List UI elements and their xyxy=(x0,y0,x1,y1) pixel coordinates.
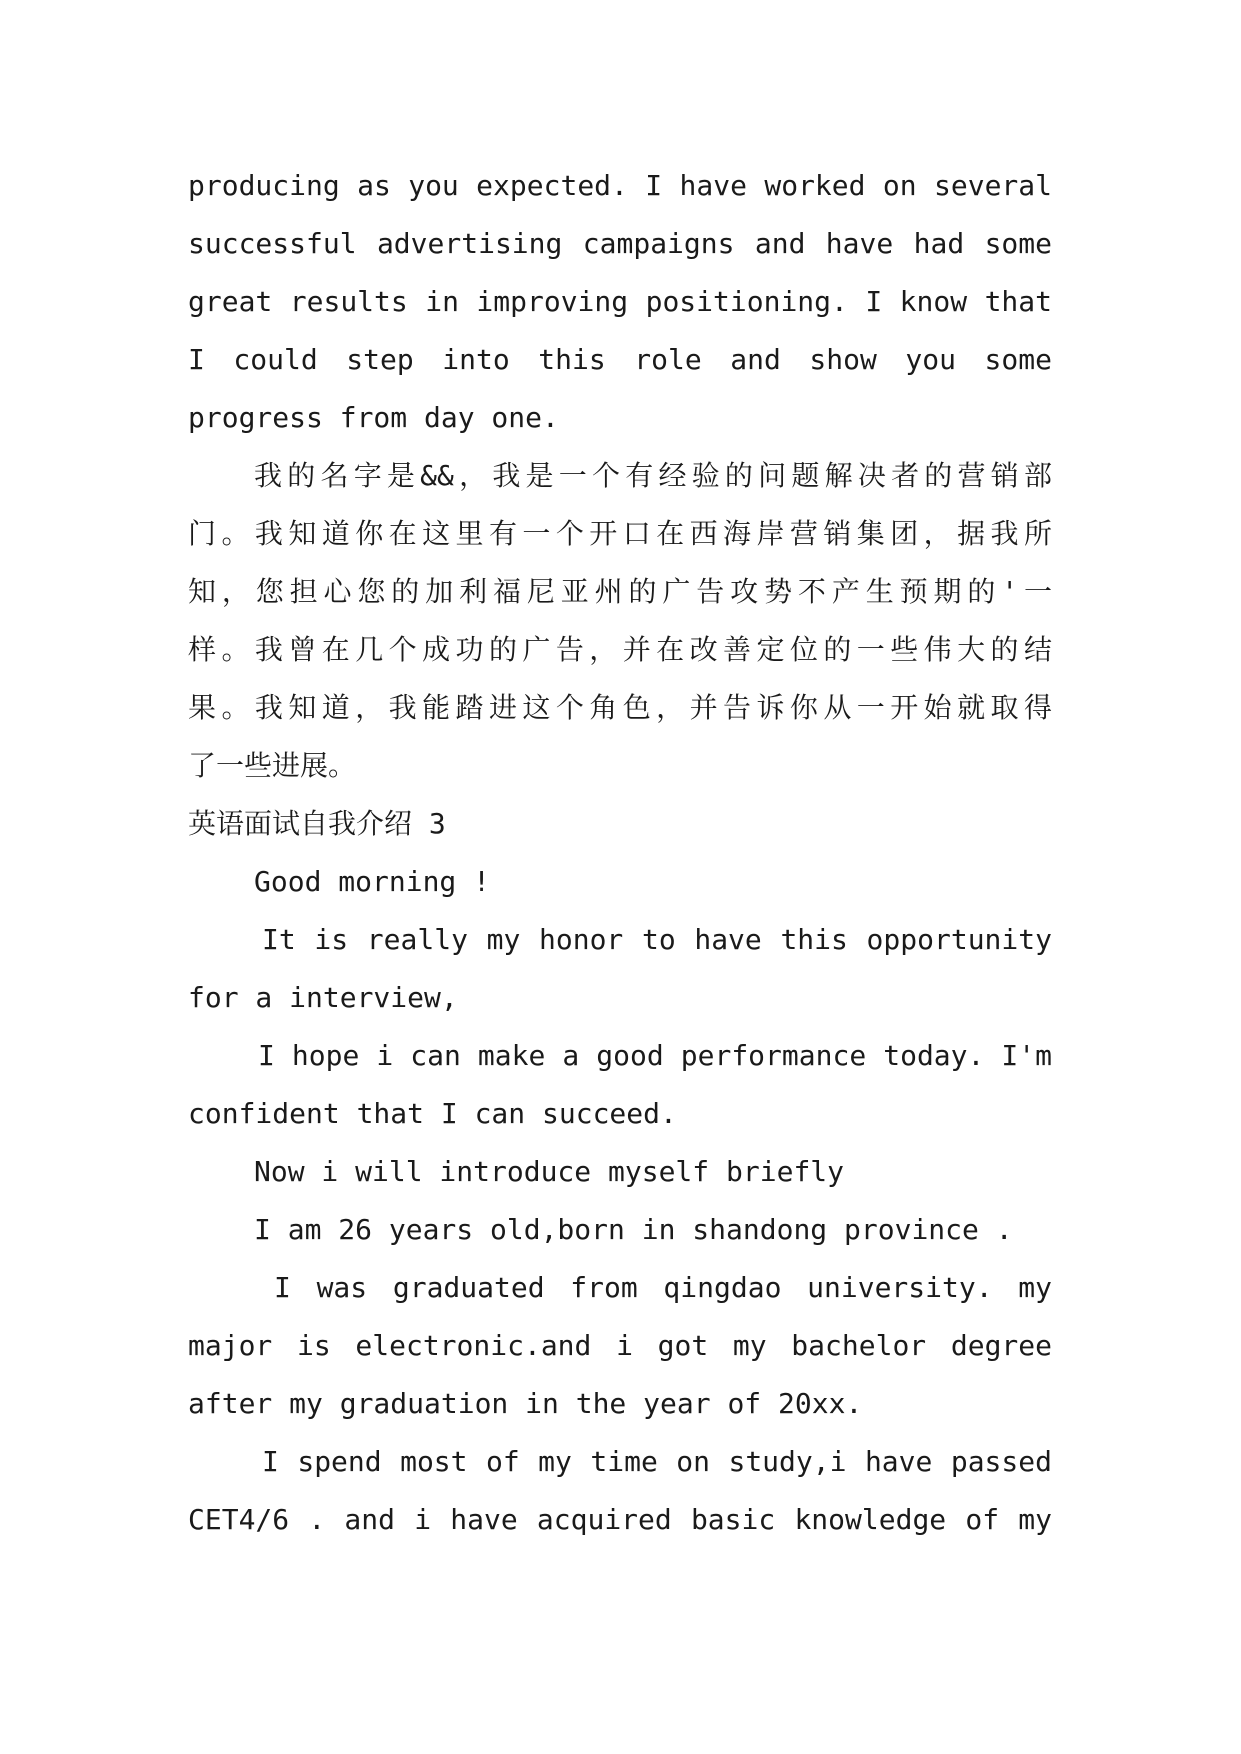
paragraph-line: I hope i can make a good performance today. I'm xyxy=(258,1039,1052,1072)
paragraph-line: major is electronic.and i got my bachelor degree xyxy=(188,1329,1052,1362)
paragraph-line: producing as you expected. I have worked on several xyxy=(188,169,1052,202)
paragraph-line: 知，您担心您的加利福尼亚州的广告攻势不产生预期的'一 xyxy=(188,575,1052,608)
paragraph-line: 门。我知道你在这里有一个开口在西海岸营销集团，据我所 xyxy=(188,517,1052,550)
paragraph-line: I could step into this role and show you some xyxy=(188,343,1052,376)
paragraph-line: great results in improving positioning. I know that xyxy=(188,285,1052,318)
paragraph-line: 了一些进展。 xyxy=(188,749,357,782)
paragraph-line: I spend most of my time on study,i have passed xyxy=(262,1445,1052,1478)
paragraph-line: confident that I can succeed. xyxy=(188,1097,677,1130)
paragraph-line: successful advertising campaigns and have had some xyxy=(188,227,1052,260)
paragraph-line: Good morning ! xyxy=(254,865,491,898)
paragraph-line: Now i will introduce myself briefly xyxy=(254,1155,845,1188)
paragraph-line: I am 26 years old,born in shandong province . xyxy=(254,1213,1013,1246)
paragraph-line: It is really my honor to have this opportunity xyxy=(262,923,1052,956)
paragraph-line: 我的名字是&&，我是一个有经验的问题解决者的营销部 xyxy=(254,459,1052,492)
paragraph-line: 样。我曾在几个成功的广告，并在改善定位的一些伟大的结 xyxy=(188,633,1052,666)
paragraph-line: for a interview, xyxy=(188,981,458,1014)
section-heading: 英语面试自我介绍 3 xyxy=(188,807,446,840)
paragraph-line: 果。我知道，我能踏进这个角色，并告诉你从一开始就取得 xyxy=(188,691,1052,724)
paragraph-line: progress from day one. xyxy=(188,401,559,434)
paragraph-line: I was graduated from qingdao university. my xyxy=(274,1271,1052,1304)
paragraph-line: after my graduation in the year of 20xx. xyxy=(188,1387,863,1420)
paragraph-line: CET4/6 . and i have acquired basic knowledge of my xyxy=(188,1503,1052,1536)
